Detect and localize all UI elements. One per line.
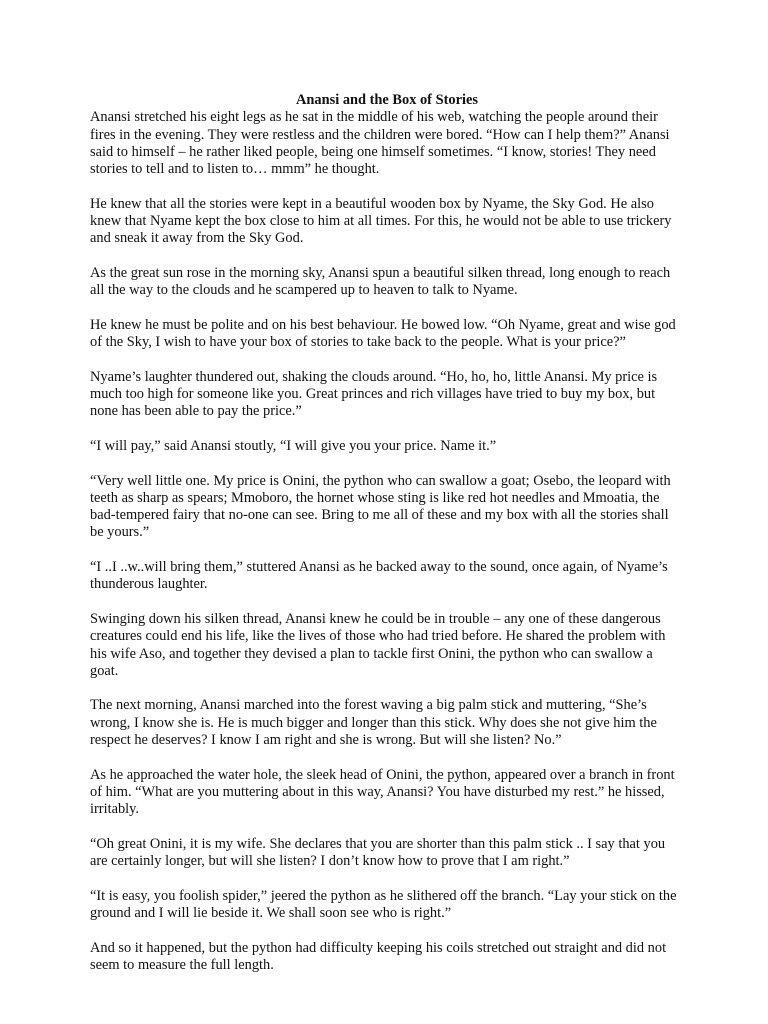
paragraph-3: As the great sun rose in the morning sky, Anansi spun a beautiful silken thread, long enough to reach all the way to the clouds and he scampered up to heaven to talk to Nyame. <box>90 264 671 299</box>
paragraph-8: “I ..I ..w..will bring them,” stuttered Anansi as he backed away to the sound, once again, of Nyame’s thunderous laughter. <box>90 559 668 593</box>
document-title: Anansi and the Box of Stories <box>296 92 478 108</box>
paragraph-11: As he approached the water hole, the sleek head of Onini, the python, appeared over a branch in front of him. “What are you muttering about in this way, Anansi? You have disturbed my rest.” he hissed, irritably. <box>90 766 675 818</box>
paragraph-12: “Oh great Onini, it is my wife. She declares that you are shorter than this palm stick .. I say that you are certainly longer, but will she listen? I don’t know how to prove that I am right.” <box>90 835 666 870</box>
paragraph-14: And so it happened, but the python had difficulty keeping his coils stretched out straight and did not seem to measure the full length. <box>90 939 667 973</box>
paragraph-7: “Very well little one. My price is Onini, the python who can swallow a goat; Osebo, the leopard with teeth as sharp as spears; Mmoboro, the hornet whose sting is like red hot needles and Mmoatia, the bad-tempered fairy that no-one can see. Bring to me all of these and my box with all the stories shall be yours.” <box>90 472 671 541</box>
document-page <box>90 92 684 991</box>
paragraph-2: He knew that all the stories were kept in a beautiful wooden box by Nyame, the Sky God. He also knew that Nyame kept the box close to him at all times. For this, he would not be able to use trickery and sneak it away from the Sky God. <box>90 195 672 247</box>
paragraph-5: Nyame’s laughter thundered out, shaking the clouds around. “Ho, ho, ho, little Anansi. My price is much too high for someone like you. Great princes and rich villages have tried to buy my box, but none has been able to pay the price.” <box>90 368 658 420</box>
paragraph-1: Anansi stretched his eight legs as he sat in the middle of his web, watching the people around their fires in the evening. They were restless and the children were bored. “How can I help them?” Anansi said to himself – he rather liked people, being one himself sometimes. “I know, stories! They need stories to tell and to listen to… mmm” he thought. <box>90 109 670 178</box>
paragraph-4: He knew he must be polite and on his best behaviour. He bowed low. “Oh Nyame, great and wise god of the Sky, I wish to have your box of stories to take back to the people. What is your price?” <box>90 316 676 351</box>
paragraph-10: The next morning, Anansi marched into the forest waving a big palm stick and muttering, “She’s wrong, I know she is. He is much bigger and longer than this stick. Why does she not give him the respect he deserves? I know I am right and she is wrong. But will she listen? No.” <box>90 697 657 748</box>
paragraph-13: “It is easy, you foolish spider,” jeered the python as he slithered off the branch. “Lay your stick on the ground and I will lie beside it. We shall soon see who is right.” <box>90 887 677 921</box>
paragraph-6: “I will pay,” said Anansi stoutly, “I will give you your price. Name it.” <box>90 437 497 454</box>
paragraph-9: Swinging down his silken thread, Anansi knew he could be in trouble – any one of these dangerous creatures could end his life, like the lives of those who had tried before. He shared the problem with his wife Aso, and together they devised a plan to tackle first Onini, the python who can swallow a goat. <box>90 610 666 679</box>
